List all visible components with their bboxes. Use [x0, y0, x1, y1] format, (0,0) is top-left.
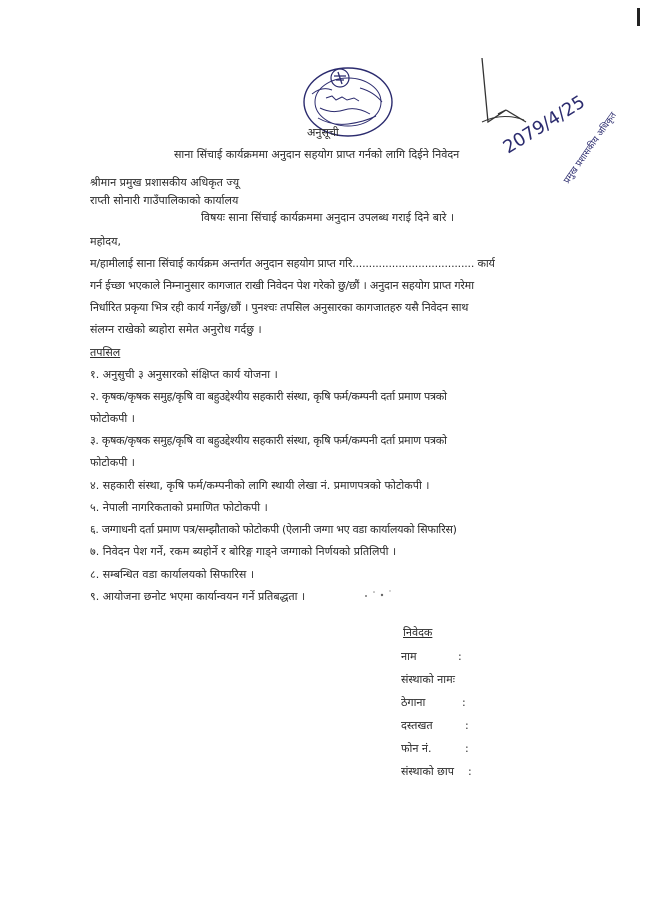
body-line-1: म/हामीलाई साना सिंचाई कार्यक्रम अन्तर्गत अनुदान सहयोग प्राप्त गरि..................................... कार्य — [90, 257, 495, 270]
applicant-field-label: ठेगाना — [401, 696, 426, 709]
scan-edge-mark — [637, 8, 640, 26]
applicant-field-sep: : — [458, 650, 462, 663]
applicant-field-sep: : — [462, 696, 466, 709]
list-item: २. कृषक/कृषक समुह/कृषि वा बहुउद्देश्यीय सहकारी संस्था, कृषि फर्म/कम्पनी दर्ता प्रमाण पत्रको — [90, 390, 447, 403]
applicant-field-label: दस्तखत — [401, 719, 433, 732]
applicant-field-label: संस्थाको नामः — [401, 673, 455, 686]
list-item: ४. सहकारी संस्था, कृषि फर्म/कम्पनीको लागि स्थायी लेखा नं. प्रमाणपत्रको फोटोकपी । — [90, 479, 430, 492]
subject-line: विषयः साना सिंचाई कार्यक्रममा अनुदान उपलब्ध गराई दिने बारे । — [201, 211, 455, 224]
tapasil-heading: तपसिल — [90, 346, 121, 359]
applicant-field-label: फोन नं. — [401, 742, 432, 755]
applicant-field-label: नाम — [401, 650, 417, 663]
list-item: १. अनुसुची ३ अनुसारको संक्षिप्त कार्य योजना । — [90, 368, 278, 381]
body-line-2: गर्न ईच्छा भएकाले निम्नानुसार कागजात राखी निवेदन पेश गरेको छु/छौं । अनुदान सहयोग प्राप्त गरेमा — [90, 279, 474, 292]
form-title: साना सिंचाई कार्यक्रममा अनुदान सहयोग प्राप्त गर्नको लागि दिईने निवेदन — [174, 148, 460, 161]
signature-role: प्रमुख प्रशासकीय अधिकृत — [562, 110, 619, 186]
body-line-3: निर्धारित प्रकृया भित्र रही कार्य गर्नेछु/छौं । पुनश्चः तपसिल अनुसारका कागजातहरु यसै निवेदन साथ — [90, 301, 469, 314]
list-item: ३. कृषक/कृषक समुह/कृषि वा बहुउद्देश्यीय सहकारी संस्था, कृषि फर्म/कम्पनी दर्ता प्रमाण पत्रको — [90, 434, 447, 447]
applicant-heading: निवेदक — [403, 626, 433, 639]
applicant-field-sep: : — [465, 719, 469, 732]
signature-date: 2079/4/25 — [499, 91, 589, 159]
list-item: ९. आयोजना छनोट भएमा कार्यान्वयन गर्ने प्रतिबद्धता । — [90, 590, 306, 603]
applicant-field-sep: : — [465, 742, 469, 755]
signature-graphic — [478, 52, 628, 192]
list-item: ७. निवेदन पेश गर्ने, रकम ब्यहोर्ने र बोरिङ्ग गाड्ने जग्गाको निर्णयको प्रतिलिपी । — [90, 545, 397, 558]
annex-label: अनुसूची — [307, 126, 339, 139]
list-item: फोटोकपी । — [90, 412, 135, 425]
list-item: ५. नेपाली नागरिकताको प्रमाणित फोटोकपी । — [90, 501, 268, 514]
official-signature — [478, 52, 628, 192]
list-item: ६. जग्गाधनी दर्ता प्रमाण पत्र/सम्झौताको फोटोकपी (ऐलानी जग्गा भए वडा कार्यालयको सिफारिस) — [90, 523, 457, 536]
scan-specks — [360, 586, 400, 602]
recipient-line-2: राप्ती सोनारी गाउँपालिकाको कार्यालय — [90, 194, 239, 207]
applicant-field-label: संस्थाको छाप — [401, 765, 454, 778]
list-item: फोटोकपी । — [90, 456, 135, 469]
applicant-field-sep: : — [468, 765, 472, 778]
list-item: ८. सम्बन्धित वडा कार्यालयको सिफारिस । — [90, 568, 255, 581]
body-line-4: संलग्न राखेको ब्यहोरा समेत अनुरोध गर्दछु । — [90, 323, 262, 336]
salutation: महोदय, — [90, 235, 121, 248]
recipient-line-1: श्रीमान प्रमुख प्रशासकीय अधिकृत ज्यू — [90, 176, 240, 189]
